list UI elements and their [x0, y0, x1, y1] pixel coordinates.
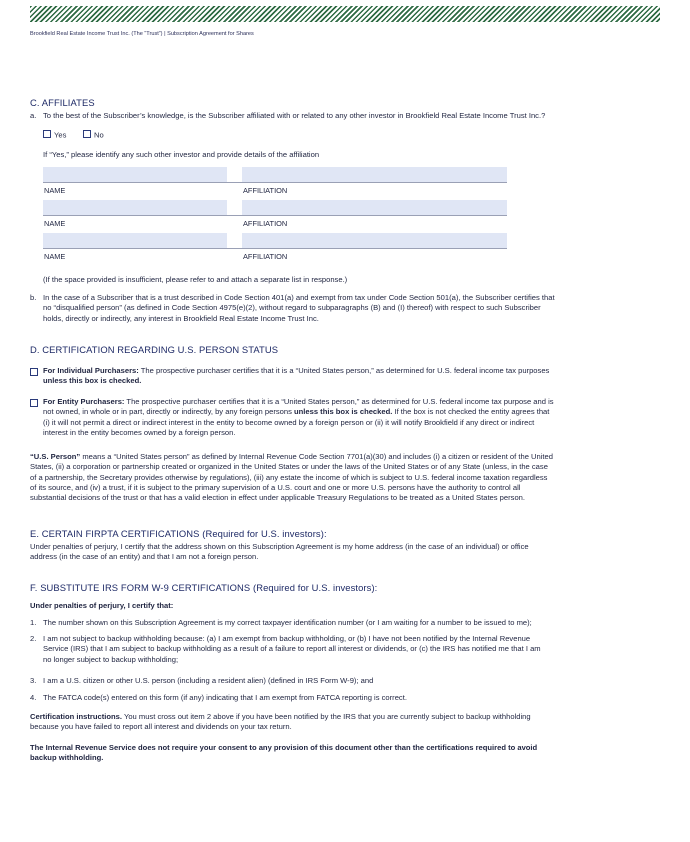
insufficient-space-note: (If the space provided is insufficient, please refer to and attach a separate list in response.): [43, 275, 348, 284]
row-line-3: [43, 248, 507, 249]
yes-option[interactable]: [43, 130, 66, 141]
item-1-number: 1.: [30, 618, 37, 627]
no-label: No: [94, 130, 104, 140]
name-label-1: NAME: [44, 186, 66, 195]
name-label-3: NAME: [44, 252, 66, 261]
item-4-text: The FATCA code(s) entered on this form (if any) indicating that I am exempt from FATCA reporting is correct.: [43, 693, 407, 702]
running-head: Brookfield Real Estate Income Trust Inc. (The “Trust”) | Subscription Agreement for Shares: [30, 31, 254, 37]
item-2-text: I am not subject to backup withholding because: (a) I am exempt from backup withholding, or (b) I have not been notified by the Internal Revenue Service (IRS) that I am subject to backup withholding as a result of a failure to report all interest or dividends, or (c) the IRS has notified me that I am no longer subject to backup withholding;: [43, 634, 541, 664]
irs-consent-statement: The Internal Revenue Service does not require your consent to any provision of this document other than the certifications required to avoid backup withholding.: [30, 743, 538, 763]
yes-label: Yes: [54, 130, 67, 140]
affiliation-label-2: AFFILIATION: [243, 219, 288, 228]
item-4-number: 4.: [30, 693, 37, 702]
perjury-statement: Under penalties of perjury, I certify that:: [30, 601, 174, 610]
item-3-text: I am a U.S. citizen or other U.S. person (including a resident alien) (defined in IRS Form W-9); and: [43, 676, 374, 685]
item-2-number: 2.: [30, 634, 37, 643]
individual-purchaser-text: For Individual Purchasers: The prospective purchaser certifies that it is a “United States person,” as determined for U.S. federal income tax purposes unless this box is checked.: [43, 366, 550, 386]
certification-instructions: Certification instructions. You must cross out item 2 above if you have been notified by the IRS that you are currently subject to backup withholding because you have failed to report all interest and dividends on your tax return.: [30, 712, 531, 732]
affiliation-field-3[interactable]: [242, 233, 507, 248]
yes-checkbox[interactable]: [43, 130, 51, 138]
name-field-2[interactable]: [43, 200, 227, 215]
firpta-text: Under penalties of perjury, I certify that the address shown on this Subscription Agreement is my home address (in the case of an individual) or office address (in the case of an entity) and that I am not a foreign person.: [30, 542, 529, 562]
row-line-1: [43, 182, 507, 183]
section-c-heading: C. AFFILIATES: [30, 97, 95, 108]
affiliation-label-1: AFFILIATION: [243, 186, 288, 195]
entity-foreign-checkbox[interactable]: [30, 399, 38, 407]
item-b-text: In the case of a Subscriber that is a trust described in Code Section 401(a) and exempt from tax under Code Section 501(a), the Subscriber certifies that no “disqualified person” (as defined in Code Section 4975(e)(2), without regard to subparagraphs (B) and (I) thereof) with respect to such Subscriber holds, directly or indirectly, any interest in Brookfield Real Estate Income Trust Inc.: [43, 293, 555, 323]
affiliation-field-1[interactable]: [242, 167, 507, 182]
individual-foreign-checkbox[interactable]: [30, 368, 38, 376]
if-yes-instruction: If “Yes,” please identify any such other investor and provide details of the affiliation: [43, 150, 320, 159]
item-a-question: To the best of the Subscriber’s knowledge, is the Subscriber affiliated with or related to any other investor in Brookfield Real Estate Income Trust Inc.?: [43, 111, 546, 120]
no-option[interactable]: [83, 130, 104, 141]
section-f-heading: F. SUBSTITUTE IRS FORM W-9 CERTIFICATIONS (Required for U.S. investors):: [30, 582, 378, 593]
item-b-marker: b.: [30, 293, 37, 302]
row-line-2: [43, 215, 507, 216]
name-label-2: NAME: [44, 219, 66, 228]
header-stripe: [30, 6, 660, 22]
section-e-heading: E. CERTAIN FIRPTA CERTIFICATIONS (Required for U.S. investors):: [30, 528, 327, 539]
item-1-text: The number shown on this Subscription Agreement is my correct taxpayer identification number (or I am waiting for a number to be issued to me);: [43, 618, 532, 627]
name-field-1[interactable]: [43, 167, 227, 182]
entity-purchaser-text: For Entity Purchasers: The prospective purchaser certifies that it is a “United States person,” as determined for U.S. federal income tax purpose and is not owned, in whole or in part, directly or indirectly, by any foreign persons unless this box is checked. If the box is not checked the entity agrees that (i) it will not permit a direct or indirect interest in the entity to become owned by a foreign person or (ii) it will notify Brookfield if any direct or indirect interest in the entity becomes owned by a foreign person.: [43, 397, 554, 437]
item-3-number: 3.: [30, 676, 37, 685]
section-d-heading: D. CERTIFICATION REGARDING U.S. PERSON STATUS: [30, 344, 279, 355]
no-checkbox[interactable]: [83, 130, 91, 138]
affiliation-label-3: AFFILIATION: [243, 252, 288, 261]
us-person-definition: “U.S. Person” means a “United States person” as defined by Internal Revenue Code Section 7701(a)(30) and includes (i) a citizen or resident of the United States, (ii) a corporation or partnership created or organized in the United States or under the laws of the United States or of any State (unless, in the case of a partnership, the Secretary provides otherwise by regulations), (iii) any estate the income of which is subject to U.S. federal income taxation regardless of its source, and (iv) a trust, if it is subject to the primary supervision of a U.S. court and one or more U.S. persons have the authority to control all substantial decisions of the trust or that has a valid election in effect under applicable Treasury Regulations to be treated as a United States person.: [30, 452, 553, 503]
item-a-marker: a.: [30, 111, 37, 120]
affiliation-field-2[interactable]: [242, 200, 507, 215]
name-field-3[interactable]: [43, 233, 227, 248]
